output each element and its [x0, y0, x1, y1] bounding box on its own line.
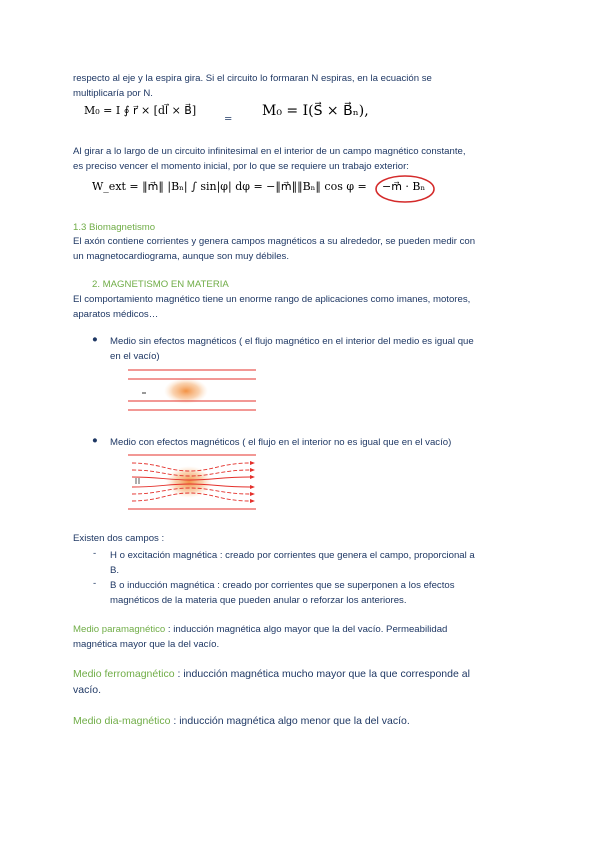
bullet-1-line-1: Medio sin efectos magnéticos ( el flujo magnético en el interior del medio es igual que	[110, 336, 474, 347]
diamagnetico-line-1: Medio dia-magnético : inducción magnética algo menor que la del vacío.	[73, 715, 410, 727]
equation-work: W_ext = ‖m⃗‖ |Bₙ| ∫ sin|φ| dφ = −‖m⃗‖‖Bₙ‖ cos φ =	[92, 180, 367, 193]
term-diamagnetico: Medio dia-magnético	[73, 715, 171, 727]
section-heading-biomagnetismo: 1.3 Biomagnetismo	[73, 222, 156, 233]
bullet-dot: ●	[92, 334, 98, 345]
ferromagnetico-line-2: vacío.	[73, 684, 102, 696]
magnetismo-line-1: El comportamiento magnético tiene un enorme rango de aplicaciones como imanes, motores,	[73, 294, 471, 305]
biomag-line-2: un magnetocardiograma, aunque son muy débiles.	[73, 251, 289, 262]
equation-torque-vector: M₀ = I(S⃗ × B⃗ₙ),	[262, 103, 369, 119]
campo-b-line-2: magnéticos de la materia que pueden anular o reforzar los anteriores.	[110, 595, 407, 606]
ferromagnetico-line-1: Medio ferromagnético : inducción magnética mucho mayor que la que corresponde al	[73, 668, 470, 680]
bullet-dot: ●	[92, 435, 98, 446]
equation-work-result: −m⃗ · Bₙ	[382, 180, 426, 193]
equation-separator: =	[224, 114, 233, 125]
campos-intro: Existen dos campos :	[73, 533, 165, 544]
biomag-line-1: El axón contiene corrientes y genera campos magnéticos a su alrededor, se pueden medir con	[73, 236, 476, 247]
magnetismo-line-2: aparatos médicos…	[73, 309, 159, 320]
campo-b-line-1: B o inducción magnética : creado por corrientes que se superponen a los efectos	[110, 580, 455, 591]
figure-uniform-field	[128, 364, 256, 414]
campo-h-line-1: H o excitación magnética : creado por corrientes que genera el campo, proporcional a	[110, 550, 475, 561]
intro-line-1: respecto al eje y la espira gira. Si el circuito lo formaran N espiras, en la ecuación se	[73, 73, 432, 84]
term-ferromagnetico: Medio ferromagnético	[73, 668, 175, 680]
dash-marker: -	[93, 548, 97, 559]
highlight-circle	[374, 174, 436, 204]
paramagnetico-line-1: Medio paramagnético : inducción magnética algo mayor que la del vacío. Permeabilidad	[73, 624, 448, 635]
term-paramagnetico: Medio paramagnético	[73, 624, 166, 635]
figure-distorted-field	[128, 452, 256, 512]
work-paragraph-line-1: Al girar a lo largo de un circuito infinitesimal en el interior de un campo magnético constante,	[73, 146, 466, 157]
equation-torque: M₀ = I ∮ r⃗ × [dl⃗ × B⃗]	[84, 104, 197, 117]
paramagnetico-line-2: magnética mayor que la del vacío.	[73, 639, 220, 650]
work-paragraph-line-2: es preciso vencer el momento inicial, por lo que se requiere un trabajo exterior:	[73, 161, 409, 172]
intro-line-2: multiplicaría por N.	[73, 88, 153, 99]
bullet-2-line-1: Medio con efectos magnéticos ( el flujo en el interior no es igual que en el vacío)	[110, 437, 452, 448]
section-heading-magnetismo: 2. MAGNETISMO EN MATERIA	[92, 279, 229, 290]
bullet-1-line-2: en el vacío)	[110, 351, 160, 362]
campo-h-line-2: B.	[110, 565, 120, 576]
dash-marker: -	[93, 578, 97, 589]
